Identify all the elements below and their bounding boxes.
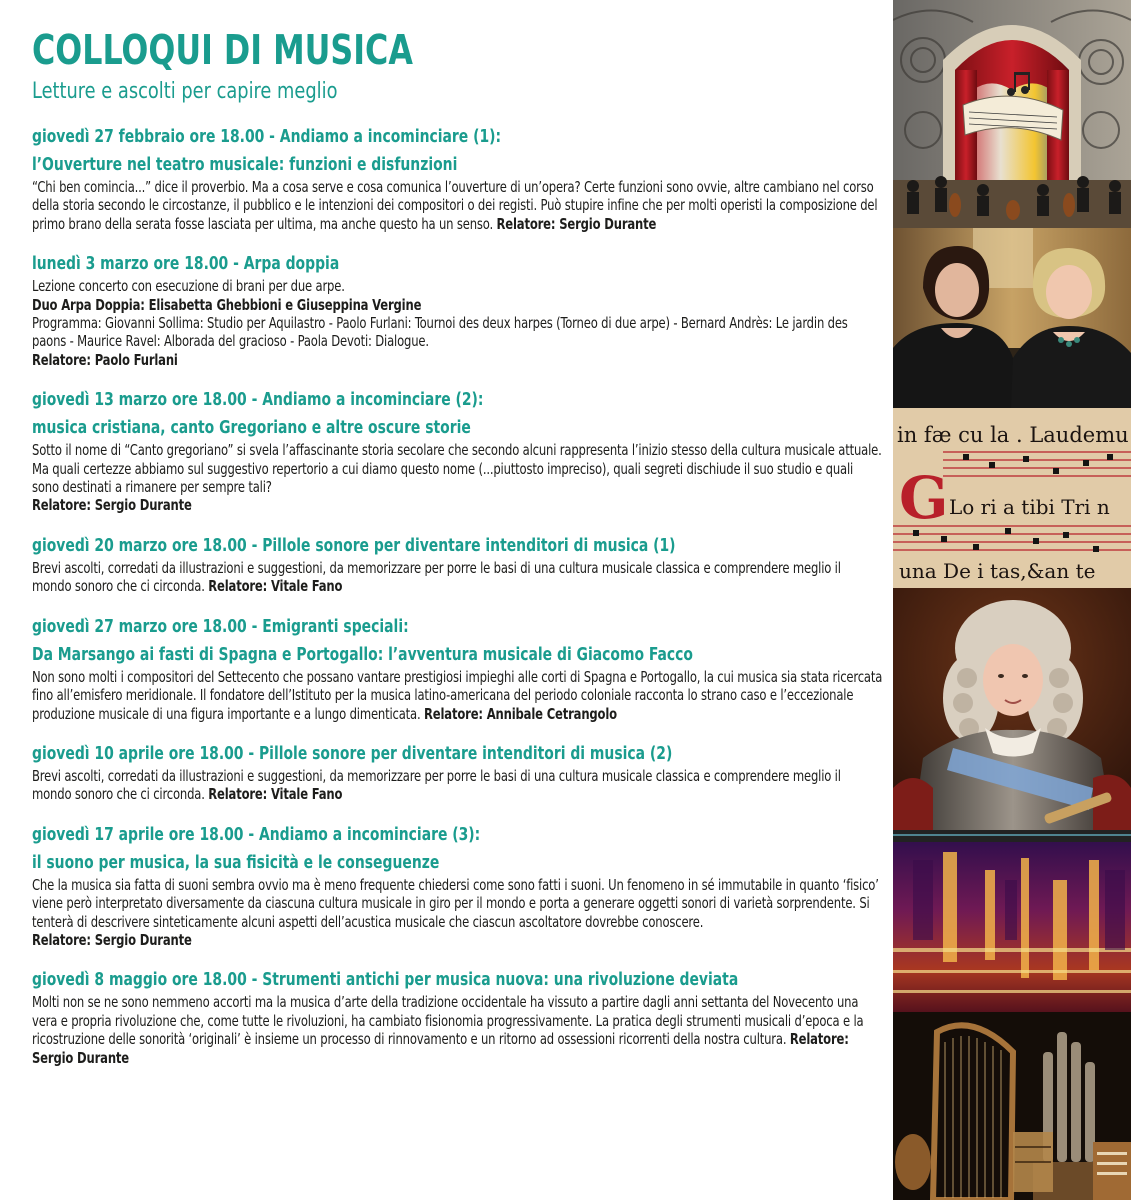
event-date-title: giovedì 17 aprile ore 18.00 - Andiamo a incominciare (3): xyxy=(32,823,481,845)
event-relatore: Relatore: Annibale Cetrangolo xyxy=(424,704,617,723)
event-subtitle: Da Marsango ai fasti di Spagna e Portogallo: l’avventura musicale di Giacomo Facco xyxy=(32,643,693,665)
page-subtitle: Letture e ascolti per capire meglio xyxy=(32,79,338,104)
baroque-portrait-image xyxy=(893,588,1131,830)
event-text: Non sono molti i compositori del Settecento che possano vantare prestigiosi impieghi alle corti di Spagna e Portogallo, la cui musica sia stata ricercata fino all’emisfero meridionale. Il fondatore dell’Istituto per la musica latino-americana del periodo coloniale racconta lo strano caso e l’eccezionale produzione musicale di una figura importante e a lungo dimenticata. xyxy=(32,667,883,723)
manuscript-text-line: Lo ri a tibi Tri n xyxy=(949,495,1110,519)
event-item xyxy=(32,822,884,950)
event-text: Che la musica sia fatta di suoni sembra ovvio ma è meno frequente chiedersi come sono fatti i suoni. Un fenomeno in sé immutabile in quanto ‘fisico’ viene però interpretato diversamente da ciascuna cultura musicale in giro per il mondo e porta a generare oggetti sonori di varietà sorprendente. Si tenterà di descrivere sinteticamente alcuni aspetti dell’acustica musicale che ciascun ascoltatore dovrebbe conoscere. xyxy=(32,875,879,931)
event-item xyxy=(32,741,884,804)
event-item xyxy=(32,124,884,233)
event-date-title: giovedì 20 marzo ore 18.00 - Pillole sonore per diventare intenditori di musica (1) xyxy=(32,534,676,556)
event-description xyxy=(32,767,883,804)
event-text: Brevi ascolti, corredati da illustrazioni e suggestioni, da memorizzare per porre le basi di una cultura musicale classica e comprendere meglio il mondo sonoro che ci circonda. xyxy=(32,558,841,596)
event-description xyxy=(32,277,883,369)
event-date-title: lunedì 3 marzo ore 18.00 - Arpa doppia xyxy=(32,253,340,275)
event-description xyxy=(32,441,883,515)
event-item xyxy=(32,387,884,515)
event-description xyxy=(32,993,883,1067)
event-item xyxy=(32,967,884,1067)
event-date-title: giovedì 27 marzo ore 18.00 - Emigranti speciali: xyxy=(32,615,409,637)
event-performers: Duo Arpa Doppia: Elisabetta Ghebbioni e Giuseppina Vergine xyxy=(32,295,422,314)
event-subtitle: musica cristiana, canto Gregoriano e altre oscure storie xyxy=(32,417,471,439)
event-relatore: Relatore: Sergio Durante xyxy=(32,496,192,515)
ancient-instruments-image xyxy=(893,1012,1131,1200)
event-description xyxy=(32,876,883,950)
event-text: Lezione concerto con esecuzione di brani per due arpe. xyxy=(32,277,345,296)
manuscript-text-line: una De i tas,&an te xyxy=(899,559,1096,583)
event-date-title: giovedì 10 aprile ore 18.00 - Pillole sonore per diventare intenditori di musica (2) xyxy=(32,742,673,764)
event-relatore: Relatore: Paolo Furlani xyxy=(32,350,178,369)
event-subtitle: l’Ouverture nel teatro musicale: funzioni e disfunzioni xyxy=(32,154,458,175)
page-title: COLLOQUI DI MUSICA xyxy=(32,26,413,74)
event-date-title: giovedì 13 marzo ore 18.00 - Andiamo a incominciare (2): xyxy=(32,389,484,411)
manuscript-initial: G xyxy=(899,464,949,532)
event-description xyxy=(32,668,883,723)
event-subtitle: il suono per musica, la sua fisicità e le conseguenze xyxy=(32,851,440,873)
event-relatore: Relatore: Sergio Durante xyxy=(32,1030,849,1067)
spectrogram-image xyxy=(893,830,1131,1012)
gregorian-manuscript-image xyxy=(893,408,1131,588)
event-text: Brevi ascolti, corredati da illustrazioni e suggestioni, da memorizzare per porre le basi di una cultura musicale classica e comprendere meglio il mondo sonoro che ci circonda. xyxy=(32,766,841,804)
event-item xyxy=(32,251,884,369)
event-relatore: Relatore: Sergio Durante xyxy=(32,930,192,949)
event-program: Programma: Giovanni Sollima: Studio per Aquilastro - Paolo Furlani: Tournoi des deux harpes (Torneo di due arpe) - Bernard Andrès: Le jardin des paons - Maurice Ravel: Alborada del gracioso - Paola Devoti: Dialogue. xyxy=(32,314,848,351)
theatre-stage-image xyxy=(893,0,1131,228)
main-content xyxy=(32,28,884,1085)
event-description xyxy=(32,559,883,596)
event-description xyxy=(32,178,883,233)
event-list xyxy=(32,124,884,1067)
event-item xyxy=(32,533,884,596)
harp-duo-photo xyxy=(893,228,1131,408)
event-relatore: Relatore: Vitale Fano xyxy=(208,577,343,596)
event-item xyxy=(32,614,884,723)
event-date-title: giovedì 8 maggio ore 18.00 - Strumenti antichi per musica nuova: una rivoluzione deviata xyxy=(32,969,739,991)
event-text: “Chi ben comincia...” dice il proverbio. Ma a cosa serve e cosa comunica l’ouverture di un’opera? Certe funzioni sono ovvie, altre cambiano nel corso della storia secondo le circostanze, il pubblico e le intenzioni dei compositori o dei registi. Può stupire infine che per molti operisti la composizione del primo brano della serata fosse lasciata per ultima, ma anche questo ha un senso. xyxy=(32,178,878,233)
image-column xyxy=(893,0,1131,1200)
event-relatore: Relatore: Sergio Durante xyxy=(496,214,657,233)
manuscript-text-line: in fæ cu la . Laudemu xyxy=(897,423,1129,447)
event-text: Molti non se ne sono nemmeno accorti ma la musica d’arte della tradizione occidentale ha vissuto a partire dagli anni settanta del Novecento una vera e propria rivoluzione che, come tutte le rivoluzioni, ha cambiato fisionomia progressivamente. La pratica degli strumenti musicali d’epoca e la ricostruzione delle sonorità ‘originali’ è insieme un processo di rinnovamento e un ritorno ad ossessioni ricorrenti della nostra cultura. xyxy=(32,993,864,1049)
event-date-title: giovedì 27 febbraio ore 18.00 - Andiamo a incominciare (1): xyxy=(32,126,502,147)
event-text: Sotto il nome di “Canto gregoriano” si svela l’affascinante storia secolare che secondo alcuni rappresenta l’inizio stesso della cultura musicale attuale. Ma quali certezze abbiamo sul suggestivo repertorio a cui diamo questo nome (...piuttosto impreciso), quali segreti dischiude il suo studio e quali sono destinati a rimanere per sempre tali? xyxy=(32,441,882,497)
event-relatore: Relatore: Vitale Fano xyxy=(208,785,343,804)
